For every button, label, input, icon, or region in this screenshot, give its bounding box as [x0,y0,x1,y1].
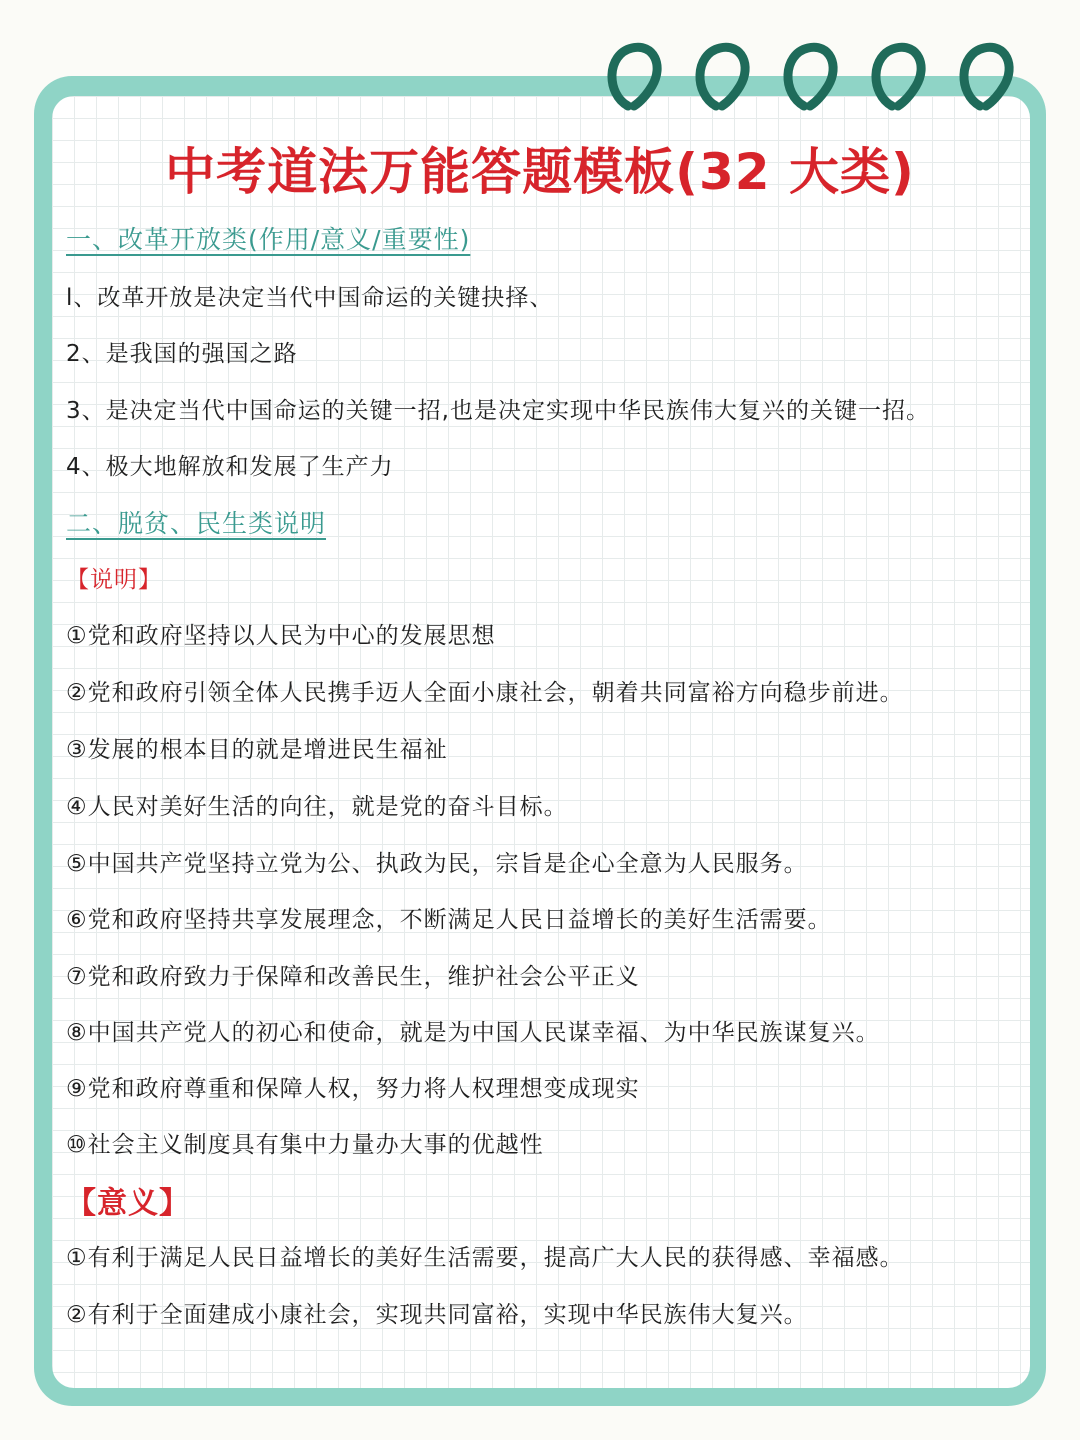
explain-item: ⑨党和政府尊重和保障人权，努力将人权理想变成现实 [66,1076,640,1102]
section1-item: l、改革开放是决定当代中国命运的关键抉择、 [66,285,554,311]
explain-item: ⑥党和政府坚持共享发展理念，不断满足人民日益增长的美好生活需要。 [66,907,832,933]
binder-ring-icon [612,47,657,106]
binder-ring-icon [788,47,833,106]
section2-heading: 二、脱贫、民生类说明 [66,509,327,538]
explain-item: ④人民对美好生活的向往，就是党的奋斗目标。 [66,794,568,820]
explain-item: ⑩社会主义制度具有集中力量办大事的优越性 [66,1132,544,1158]
binder-ring-icon [700,47,745,106]
binder-ring-icon [964,47,1009,106]
section1-item: 3、是决定当代中国命运的关键一招,也是决定实现中华民族伟大复兴的关键一招。 [66,398,930,424]
page-title: 中考道法万能答题模板(32 大类) [165,143,915,201]
meaning-item: ①有利于满足人民日益增长的美好生活需要，提高广大人民的获得感、幸福感。 [66,1245,904,1271]
section1-item: 4、极大地解放和发展了生产力 [66,454,394,480]
meaning-item: ②有利于全面建成小康社会，实现共同富裕，实现中华民族伟大复兴。 [66,1302,808,1328]
meaning-tag: 【意义】 [66,1186,190,1221]
explain-item: ③发展的根本目的就是增进民生福祉 [66,737,448,763]
section1-item: 2、是我国的强国之路 [66,341,298,367]
section1-heading: 一、改革开放类(作用/意义/重要性) [66,225,471,254]
explain-item: ⑦党和政府致力于保障和改善民生，维护社会公平正义 [66,964,640,990]
explain-item: ⑤中国共产党坚持立党为公、执政为民，宗旨是企心全意为人民服务。 [66,851,808,877]
binder-ring-icon [876,47,921,106]
binder-rings [600,36,1020,126]
explain-item: ②党和政府引领全体人民携手迈人全面小康社会，朝着共同富裕方向稳步前进。 [66,680,904,706]
explain-item: ⑧中国共产党人的初心和使命，就是为中国人民谋幸福、为中华民族谋复兴。 [66,1020,880,1046]
explain-tag: 【说明】 [66,567,162,593]
explain-item: ①党和政府坚持以人民为中心的发展思想 [66,623,496,649]
